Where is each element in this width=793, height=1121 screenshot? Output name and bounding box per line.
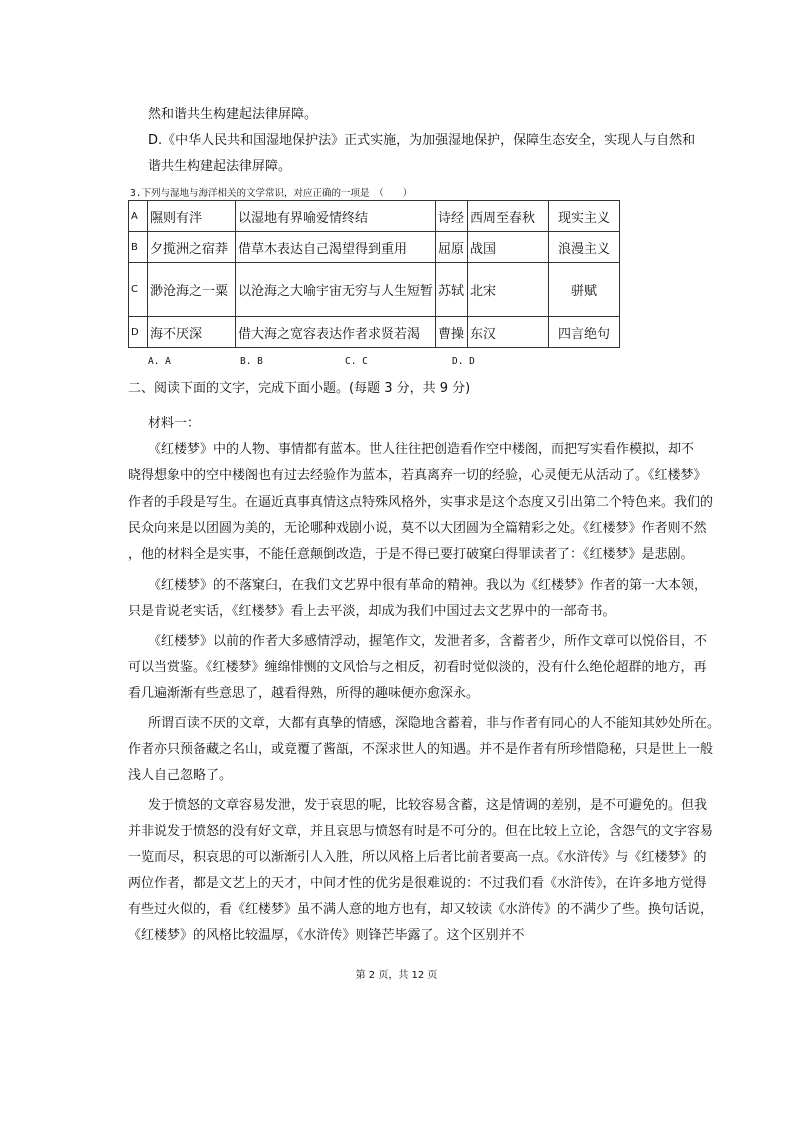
option-b: B. B (240, 356, 263, 367)
work-era: 东汉 (468, 317, 549, 348)
work-genre: 四言绝句 (549, 317, 620, 348)
work-genre: 现实主义 (549, 201, 620, 232)
page-footer: 第 2 页，共 12 页 (355, 970, 438, 981)
material-label: 材料一： (148, 416, 201, 431)
top-line-2: D.《中华人民共和国湿地保护法》正式实施，为加强湿地保护，保障生态安全，实现人与自然和 (148, 133, 696, 148)
passage-line: 晓得想象中的空中楼阁也有过去经验作为蓝本，若真离弃一切的经验，心灵便无从活动了。《红楼梦》 (128, 468, 707, 483)
top-line-3: 谐共生构建起法律屏障。 (148, 159, 292, 174)
passage-line: 并非说发于愤怒的没有好文章，并且哀思与愤怒有时是不可分的。但在比较上立论，含怨气的文字容易 (128, 824, 714, 839)
table-row (129, 232, 620, 263)
row-letter: A (129, 201, 148, 232)
passage-line: 有些过火似的，看《红楼梦》虽不满人意的地方也有，却又较读《水浒传》的不满少了些。换句话说， (128, 902, 714, 917)
option-a: A. A (148, 356, 171, 367)
passage-line: 《红楼梦》以前的作者大多感情浮动，握笔作文，发泄者多，含蓄者少，所作文章可以悦俗目，不 (148, 634, 708, 649)
work-description: 以沧海之大喻宇宙无穷与人生短暂 (236, 263, 436, 317)
work-description: 借大海之宽容表达作者求贤若渴 (236, 317, 436, 348)
top-line-1: 然和谐共生构建起法律屏障。 (148, 107, 318, 122)
work-author: 苏轼 (436, 263, 468, 317)
passage-line: 两位作者，都是文艺上的天才，中间才性的优劣是很难说的：不过我们看《水浒传》，在许多地方觉得 (128, 876, 707, 891)
passage-line: 浅人自己忽略了。 (128, 768, 233, 783)
work-title: 渺沧海之一粟 (148, 263, 236, 317)
work-genre: 骈赋 (549, 263, 620, 317)
work-title: 夕揽洲之宿莽 (148, 232, 236, 263)
work-author: 屈原 (436, 232, 468, 263)
passage-line: ，他的材料全是实事，不能任意颠倒改造，于是不得已要打破窠臼得罪读者了：《红楼梦》是悲剧。 (128, 547, 694, 562)
table-row (129, 263, 620, 317)
table-row (129, 317, 620, 348)
work-title: 海不厌深 (148, 317, 236, 348)
work-description: 以湿地有界喻爱情终结 (236, 201, 436, 232)
passage-line: 作者的手段是写生。在逼近真事真情这点特殊风格外，实事求是这个态度又引出第二个特色来。我们的 (128, 495, 714, 510)
passage-line: 民众向来是以团圆为美的，无论哪种戏剧小说，莫不以大团圆为全篇精彩之处。《红楼梦》作者则不然 (128, 521, 707, 536)
work-era: 西周至春秋 (468, 201, 549, 232)
question-3-table (128, 200, 620, 348)
question-3-stem: 3.下列与湿地与海洋相关的文学常识，对应正确的一项是 （ ） (130, 188, 413, 199)
passage-line: 《红楼梦》的风格比较温厚，《水浒传》则锋芒毕露了。这个区别并不 (128, 928, 525, 943)
passage-line: 发于愤怒的文章容易发泄，发于哀思的呢，比较容易含蓄，这是情调的差别，是不可避免的。但我 (148, 798, 708, 813)
row-letter: B (129, 232, 148, 263)
option-d: D. D (452, 356, 475, 367)
passage-line: 一览而尽，积哀思的可以渐渐引人入胜，所以风格上后者比前者要高一点。《水浒传》与《红楼梦》的 (128, 850, 707, 865)
work-title: 隰则有泮 (148, 201, 236, 232)
work-author: 曹操 (436, 317, 468, 348)
passage-line: 《红楼梦》中的人物、事情都有蓝本。世人往往把创造看作空中楼阁，而把写实看作模拟，却不 (148, 442, 695, 457)
work-era: 战国 (468, 232, 549, 263)
passage-line: 所谓百读不厌的文章，大都有真挚的情感，深隐地含蓄着，非与作者有同心的人不能知其妙处所在。 (148, 716, 721, 731)
work-description: 借草木表达自己渴望得到重用 (236, 232, 436, 263)
passage-line: 《红楼梦》的不落窠臼，在我们文艺界中很有革命的精神。我以为《红楼梦》作者的第一大本领， (148, 578, 708, 593)
section-heading: 二、阅读下面的文字，完成下面小题。(每题 3 分，共 9 分) (128, 381, 471, 396)
row-letter: C (129, 263, 148, 317)
option-c: C. C (345, 356, 368, 367)
passage-line: 只是肯说老实话，《红楼梦》看上去平淡，却成为我们中国过去文艺界中的一部奇书。 (128, 604, 616, 619)
passage-line: 可以当赏鉴。《红楼梦》缠绵悱恻的文风恰与之相反，初看时觉似淡的，没有什么绝伦超群的地方，再 (128, 660, 707, 675)
work-era: 北宋 (468, 263, 549, 317)
table-row (129, 201, 620, 232)
work-author: 诗经 (436, 201, 468, 232)
passage-line: 作者亦只预备藏之名山，或竟覆了酱瓿，不深求世人的知遇。并不是作者有所珍惜隐秘，只是世上一般 (128, 742, 714, 757)
work-genre: 浪漫主义 (549, 232, 620, 263)
row-letter: D (129, 317, 148, 348)
passage-line: 看几遍渐渐有些意思了，越看得熟，所得的趣味便亦愈深永。 (128, 686, 480, 701)
